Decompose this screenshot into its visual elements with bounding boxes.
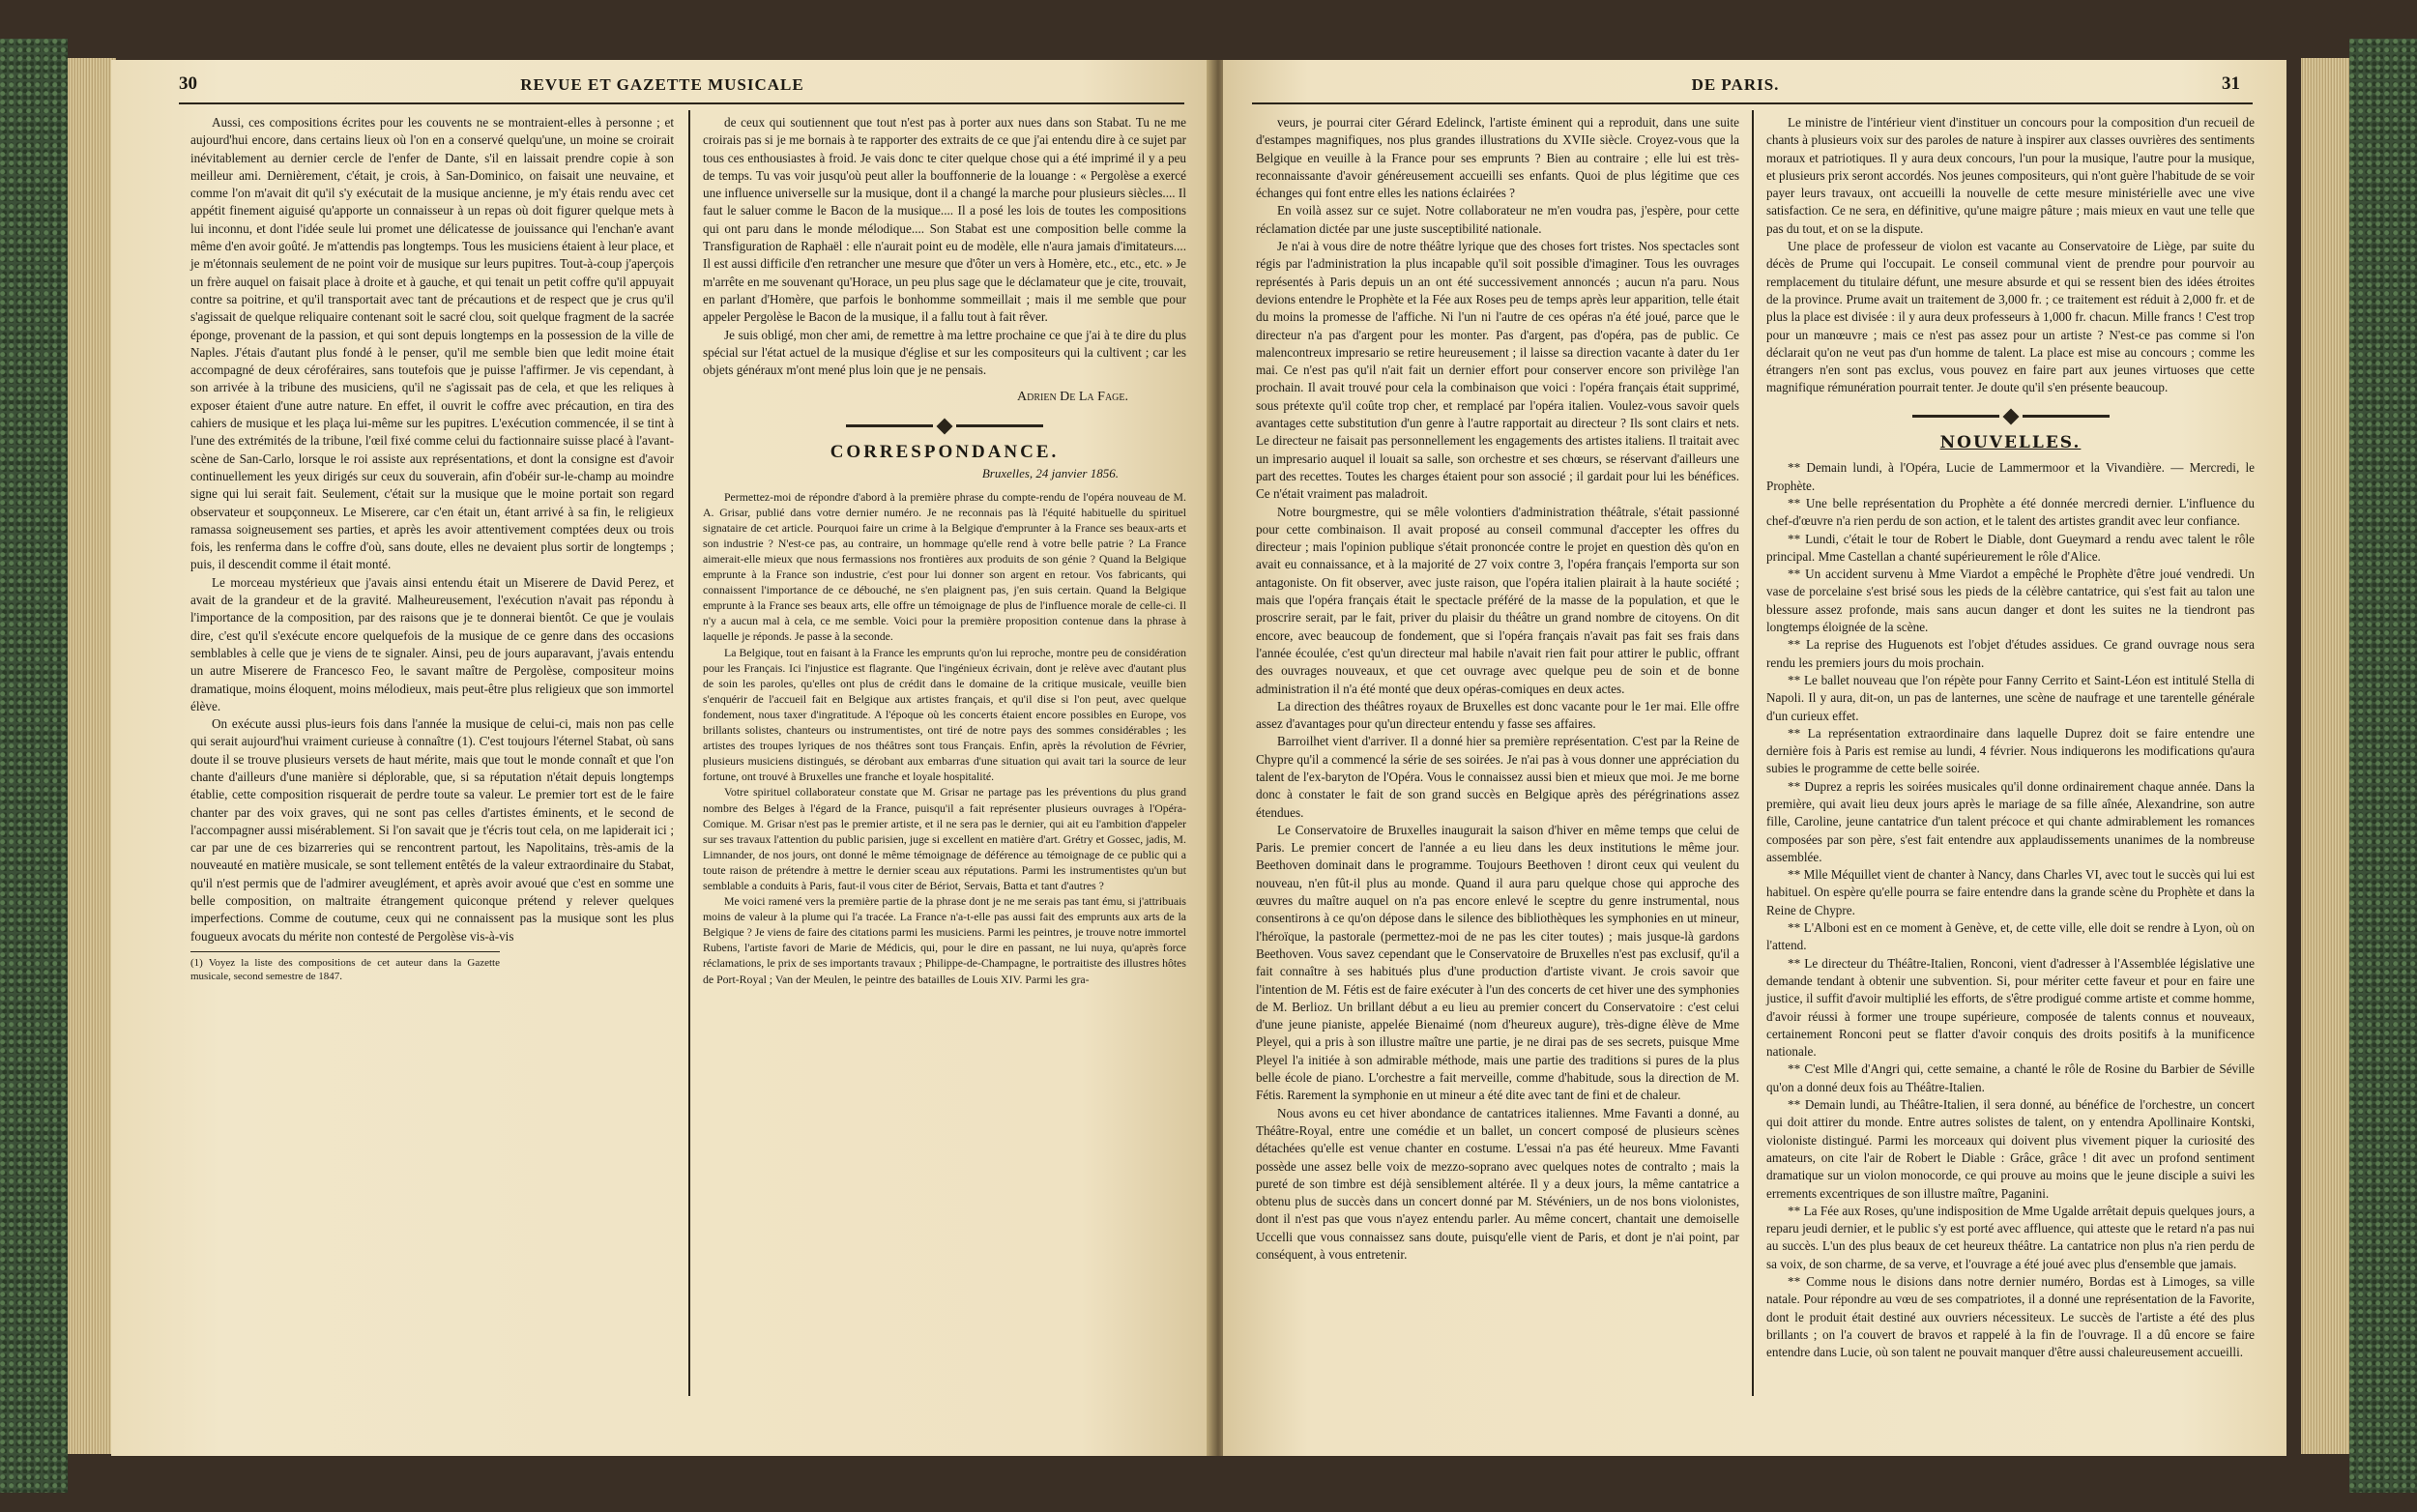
page-edges-right xyxy=(2301,58,2349,1454)
ornament-divider xyxy=(1766,407,2255,424)
news-item: ** Comme nous le disions dans notre dernier numéro, Bordas est à Limoges, sa ville natale. Pour répondre au vœu de ses compatriotes, il a donné une représentation de la Favorite, dont le produit était destiné aux ouvriers nécessiteux. Le succès de l'artiste a été des plus brillants ; on l'a couvert de bravos et rappelé à la fin de l'ouvrage. Il a dû encore se faire entendre dans Lucie, où son talent ne pouvait manquer d'être aussi chaleureusement accueilli. xyxy=(1766,1274,2255,1360)
news-item: ** Demain lundi, à l'Opéra, Lucie de Lammermoor et la Vivandière. — Mercredi, le Prophète. xyxy=(1766,460,2255,493)
news-item: ** Le directeur du Théâtre-Italien, Ronconi, vient d'adresser à l'Assemblée législative une demande tendant à obtenir une subvention. Si, pour mériter cette faveur et pour en faire une justice, il suffit d'avoir multiplié les efforts, de s'être prodigué comme artiste et comme homme, d'avoir réussi à former une troupe supérieure, composée de talents connus et nouveaux, certainement Ronconi peut se flatter d'avoir conquis des droits positifs à la munificence nationale. xyxy=(1766,955,2255,1060)
paragraph: Votre spirituel collaborateur constate que M. Grisar ne partage pas les préventions du plus grand nombre des Belges à l'égard de la France, puisqu'il a fait représenter plusieurs ouvrages à l'Opéra-Comique. M. Grisar n'est pas le premier artiste, et il ne sera pas le dernier, qui ait eu l'ambition d'appeler sur ses travaux l'attention du public parisien, juge si excellent en matière d'art. Grétry et Gossec, jadis, M. Limnander, de nos jours, ont donné le même témoignage de déférence au témoignage de ce public qui a toute raison de prétendre à mettre le dernier sceau aux réputations. Parmi les instrumentistes qu'un but semblable a conduits à Paris, faut-il vous citer de Bériot, Servais, Batta et tant d'autres ? xyxy=(703,785,1186,892)
paragraph: En voilà assez sur ce sujet. Notre collaborateur ne m'en voudra pas, j'espère, pour cette réclamation dictée par une juste susceptibilité nationale. xyxy=(1256,203,1739,236)
left-page xyxy=(111,60,1213,1456)
news-item: ** Demain lundi, au Théâtre-Italien, il sera donné, au bénéfice de l'orchestre, un concert qui doit attirer du monde. Entre autres solistes de talent, on y entendra Apollinaire Kontski, violoniste distingué. Parmi les morceaux qui doivent plus vivement piquer la curiosité des amateurs, on cite l'air de Robert le Diable : Grâce, grâce ! dit avec un profond sentiment dramatique sur un violon monocorde, ce qui prouve au moins que le jeune disciple a suivi les errements excentriques de son illustre maître, Paganini. xyxy=(1766,1097,2255,1201)
news-item: ** Lundi, c'était le tour de Robert le Diable, dont Gueymard a rendu avec talent le rôle principal. Mme Castellan a chanté supérieurement le rôle d'Alice. xyxy=(1766,531,2255,564)
news-item: ** C'est Mlle d'Angri qui, cette semaine, a chanté le rôle de Rosine du Barbier de Séville qu'on a donné deux fois au Théâtre-Italien. xyxy=(1766,1061,2255,1094)
page-edges-left xyxy=(68,58,116,1454)
news-item: ** La reprise des Huguenots est l'objet d'études assidues. Ce grand ouvrage nous sera rendu les premiers jours du mois prochain. xyxy=(1766,637,2255,670)
paragraph: Le morceau mystérieux que j'avais ainsi entendu était un Miserere de David Perez, et avait de la grandeur et de la gravité. Malheureusement, l'exécution n'avait pas répondu à l'importance de la composition, par des raisons que je te donnerai bientôt. Ce que je voulais dire, c'est qu'il s'exécute encore quelquefois de la musique de ce genre dans des occasions semblables à celle que je viens de te signaler. Ainsi, peu de jours auparavant, j'avais entendu un autre Miserere de Francesco Feo, le savant maître de Pergolèse, compositeur moins dramatique, moins éloquent, moins mélodieux, mais peut-être plus religieux que son immortel élève. xyxy=(190,574,674,713)
paragraph: Le ministre de l'intérieur vient d'instituer un concours pour la composition d'un recueil de chants à plusieurs voix sur des paroles de nature à inspirer aux classes ouvrières des sentiments moraux et patriotiques. Il y aura deux concours, l'un pour la musique, l'autre pour la musique, et plusieurs prix seront accordés. Nos jeunes compositeurs, qui n'ont guère l'habitude de se voir payer leurs travaux, ont accueilli la nouvelle de cette mesure ministérielle avec une vive satisfaction. Ce ne sera, en définitive, qu'une maigre pâture ; mais mieux en vaut une telle que pas du tout, et on se la dispute. xyxy=(1766,115,2255,236)
paragraph: Nous avons eu cet hiver abondance de cantatrices italiennes. Mme Favanti a donné, au Théâtre-Royal, entre une comédie et un ballet, un concert composé de plusieurs scènes détachées qu'elle est venue chanter en costume. L'essai n'a pas été heureux. Mme Favanti possède une assez belle voix de mezzo-soprano avec quelques notes de contralto ; mais la pureté de son timbre est déjà sensiblement altérée. Il y a deux jours, la même cantatrice a obtenu plus de succès dans un concert donné par M. Stévéniers, un de nos bons violonistes, dont il n'est pas que vous n'ayez entendu parler. Au même concert, chantait une demoiselle Uccelli que vous connaissez sans doute, puisqu'elle vient de Paris, et dont je n'ai point, par conséquent, à vous entretenir. xyxy=(1256,1105,1739,1262)
paragraph: Le Conservatoire de Bruxelles inaugurait la saison d'hiver en même temps que celui de Paris. Le premier concert de l'année a eu lieu dans les deux institutions le même jour. Beethoven dominait dans le programme. Toujours Beethoven ! diront ceux qui veulent du nouveau, n'en fût-il plus au monde. Quand il aura paru quelque chose qui approche des œuvres du maître auquel on n'a pas encore enlevé le sceptre du genre instrumental, nous consentirons à ce qu'on dépose dans le silence des bibliothèques les symphonies en ut mineur, l'héroïque, la pastorale (permettez-moi de ne pas les citer toutes) ; mais jusque-là gardons Beethoven. Vous savez cependant que le Conservatoire de Bruxelles n'est pas exclusif, qu'il a fait connaître à ses habitués plus d'une production d'artiste vivant. Je crois savoir que l'intention de M. Fétis est de faire exécuter à l'un des concerts de cet hiver une des symphonies de M. Berlioz. Un brillant début a eu lieu au premier concert du Conservatoire : c'est celui d'une jeune pianiste, appelée Bienaimé (nom d'heureux augure), très-digne élève de Mme Pleyel, qui a pris à son illustre maître une partie, je ne dirai pas de ses secrets, puisque Mme Pleyel l'a initiée à son admirable méthode, mais une partie des traditions si pures de la plus belle école de piano. L'orchestre a fait merveille, comme d'habitude, sous la direction de M. Fétis. Rarement la symphonie en ut mineur a été dite avec tant de fini et de chaleur. xyxy=(1256,822,1739,1103)
section-title-correspondance: CORRESPONDANCE. xyxy=(830,442,1060,463)
column-rule xyxy=(1752,110,1754,1396)
paragraph: Barroilhet vient d'arriver. Il a donné hier sa première représentation. C'est par la Reine de Chypre qu'il a commencé la série de ses soirées. Je n'ai pas à vous donner une appréciation du talent de l'ex-baryton de l'Opéra. Vous le connaissez aussi bien et mieux que moi. Je me borne donc à constater le fait de son grand succès en Belgique après des pérégrinations assez étendues. xyxy=(1256,734,1739,820)
running-head: DE PARIS. xyxy=(1691,75,1780,94)
book-cover-left xyxy=(0,39,68,1493)
news-item: ** Mlle Méquillet vient de chanter à Nancy, dans Charles VI, avec tout le succès qui lui est habituel. On espère qu'elle pourra se faire entendre dans la grande scène du Prophète et dans la Reine de Chypre. xyxy=(1766,867,2255,917)
news-item: ** La Fée aux Roses, qu'une indisposition de Mme Ugalde arrêtait depuis quelques jours, a reparu jeudi dernier, et le public s'y est porté avec affluence, qui atteste que le retard n'a pas nui au succès. L'un des plus beaux de cet heureux théâtre. La cantatrice non plus n'a rien perdu de sa voix, de son charme, de sa verve, et l'ouvrage a été joué avec plus d'ensemble que jamais. xyxy=(1766,1203,2255,1271)
header-rule xyxy=(179,102,1184,104)
paragraph: On exécute aussi plus-ieurs fois dans l'année la musique de celui-ci, mais non pas celle qui serait aujourd'hui vraiment curieuse à connaître (1). C'est toujours l'éternel Stabat, où sans doute il se trouve plusieurs versets de haut mérite, mais que tout le monde connaît et que l'on chante d'ailleurs d'une manière si déplorable, que, si sa réputation n'était depuis longtemps établie, cette composition risquerait de perdre toute sa valeur. Le premier tort est de le faire chanter par des voix graves, qui ne sont pas celles d'artistes éminents, et le second de l'accompagner aussi misérablement. Si l'on savait que je t'écris tout cela, on me lapiderait ici ; car par une de ces bizarreries qui se rencontrent partout, les Napolitains, très-amis de la nouveauté en matière musicale, se sont tellement entêtés de la valeur extraordinaire du Stabat, qu'il n'est permis que de l'admirer aveuglément, et après avoir avoué que c'est en somme une belle composition, on maltraite étrangement quiconque prétend y relever quelques imperfections. Comme de coutume, ceux qui ne connaissent pas la musique sont les plus fougueux avocats du mérite non contesté de Pergolèse vis-à-vis xyxy=(190,716,674,944)
right-column-2 xyxy=(1766,114,2255,1361)
paragraph: Permettez-moi de répondre d'abord à la première phrase du compte-rendu de l'opéra nouveau de M. A. Grisar, publié dans votre dernier numéro. Je ne reconnais pas là l'équité habituelle du spirituel signataire de cet article. Pourquoi faire un crime à la Belgique d'emprunter à la France ses beaux-arts et son industrie ? N'est-ce pas, au contraire, un hommage qu'elle rend à votre belle patrie ? La France aimerait-elle mieux que nous fermassions nos frontières aux produits de son génie ? Quand la Belgique emprunte à la France son industrie, c'est pour lui donner son argent en retour. Vos fabricants, qui connaissent l'importance de ce débouché, ne s'en plaignent pas, j'en suis certain. Quand la Belgique emprunte à la France ses beaux arts, elle offre un témoignage de plus de l'influence morale de celle-ci. Il n'y a aucun mal à cela, ce me semble. Voici pour la première proposition contenue dans la phrase à laquelle je réponds. Je passe à la seconde. xyxy=(703,489,1186,644)
paragraph: La Belgique, tout en faisant à la France les emprunts qu'on lui reproche, montre peu de considération pour les Français. Ici l'injustice est flagrante. Que l'ingénieux écrivain, dont je relève avec d'autant plus de soin les paroles, qu'elles ont plus de crédit dans le domaine de la critique musicale, veuille bien s'enquérir de l'accueil fait en Belgique aux artistes français, et qu'il dise si l'on peut, avec quelque fondement, nous taxer d'ingratitude. A l'époque où les concerts étaient encore possibles en Europe, vos brillants solistes, chanteurs ou instrumentistes, ont tiré de notre pays des sommes considérables ; les artistes des troupes lyriques de nos théâtres sont tous Français. Enfin, après la révolution de Février, plusieurs musiciens distingués, se dérobant aux embarras d'une situation qui avait tari la source de leur fortune, ont trouvé à Bruxelles une franche et loyale hospitalité. xyxy=(703,645,1186,784)
paragraph: Je n'ai à vous dire de notre théâtre lyrique que des choses fort tristes. Nos spectacles sont régis par l'administration la plus incapable qu'il soit possible d'imaginer. Tous les ouvrages représentés à Paris depuis un an ont été successivement annoncés ; aucun n'a paru. Nous devions entendre le Prophète et la Fée aux Roses peu de temps après leur apparition, telle était du moins la promesse de l'affiche. Ni l'un ni l'autre de ces opéras n'a été joué, parce que le directeur n'a pas d'argent pour les monter. Pas d'argent, pas d'opéra, pas de public. Ce malencontreux impresario se retire heureusement ; il laisse sa direction vacante à dater du 1er mai. Ce n'est pas qu'il n'ait fait un dernier effort pour conserver encore son privilège l'an prochain. Il avait trouvé pour cela la combinaison que voici : l'opéra français était supprimé, sous prétexte qu'il coûte trop cher, et remplacé par l'opéra italien. Voulez-vous savoir quels avantages cette substitution d'un genre à l'autre rapportait au directeur ? Ils sont clairs et nets. Le directeur ne faisait pas personnellement les engagements des artistes italiens. Il traitait avec un impresario auquel il louait sa salle, son orchestre et ses chœurs, se réservant d'ailleurs une part des recettes. Toutes les charges étaient pour son associé ; il gardait pour lui les bénéfices. Ce n'était vraiment pas maladroit. xyxy=(1256,239,1739,502)
paragraph: Notre bourgmestre, qui se mêle volontiers d'administration théâtrale, s'était passionné pour cette combinaison. Il avait proposé au conseil communal d'accepter les offres du directeur ; mais l'opinion publique s'était prononcée contre le projet en question dès qu'on en avait eu connaissance, et à la majorité de 27 voix contre 3, l'opéra français l'emporta sur son antagoniste. On fit observer, avec juste raison, que l'opéra italien plairait à la haute société ; mais que l'opéra français était le spectacle préféré de la masse de la population, et que le proscrire serait, par le fait, priver du plaisir du théâtre un grand nombre de citoyens. On dit encore, avec beaucoup de fondement, que si l'opéra français n'avait pas fait ses frais dans l'année écoulée, c'est qu'un directeur mal habile n'avait rien fait pour attirer le public, offrant des ouvrages nouveaux, et que cet ouvrage avec quelque peu de soin et de bonne administration il n'a été monté que deux opéras-comiques en deux actes. xyxy=(1256,504,1739,696)
paragraph: de ceux qui soutiennent que tout n'est pas à porter aux nues dans son Stabat. Tu ne me croirais pas si je me bornais à te rapporter des extraits de ce que j'ai entendu dire à ce sujet par tous ces enthousiastes à froid. Je vais donc te citer quelque chose qui a été imprimé il y a peu de temps. Tu vas voir jusqu'où peut aller la bouffonnerie de la louange : « Pergolèse a exercé une influence universelle sur la musique, dont il a changé la marche pour plusieurs siècles.... Il faut le saluer comme le Bacon de la musique.... Il a posé les lois de toutes les compositions qui ont paru dans le monde mélodique.... Son Stabat est une composition belle comme la Transfiguration de Raphaël : elle n'aurait point eu de modèle, elle n'aura jamais d'imitateurs.... Il est aussi difficile d'en retrancher une mesure que d'ôter un vers à Homère, etc., etc., etc. » Je m'arrête en me souvenant qu'Horace, un peu plus sage que le déclamateur que je cite, trouvait, en parlant d'Homère, que parfois le bonhomme sommeillait ; mais il me semble que pour appeler Pergolèse le Bacon de la musique, il a fallu tout à fait rêver. xyxy=(703,115,1186,325)
left-column-1 xyxy=(190,114,674,983)
book-cover-right xyxy=(2349,39,2417,1493)
paragraph: Je suis obligé, mon cher ami, de remettre à ma lettre prochaine ce que j'ai à te dire du plus spécial sur l'état actuel de la musique d'église et sur les compositeurs qui la cultivent ; car les objets généraux m'ont mené plus loin que je ne pensais. xyxy=(703,327,1186,378)
dateline: Bruxelles, 24 janvier 1856. xyxy=(981,466,1119,481)
right-page xyxy=(1223,60,2286,1456)
news-item: ** L'Alboni est en ce moment à Genève, et, de cette ville, elle doit se rendre à Lyon, où on l'attend. xyxy=(1766,920,2255,953)
running-head: REVUE ET GAZETTE MUSICALE xyxy=(520,75,804,94)
column-rule xyxy=(688,110,690,1396)
news-item: ** Une belle représentation du Prophète a été donnée mercredi dernier. L'influence du chef-d'œuvre n'a rien perdu de son action, et le talent des artistes grandit avec leur confiance. xyxy=(1766,495,2255,529)
section-title-nouvelles: NOUVELLES. xyxy=(1939,433,2082,453)
paragraph: Une place de professeur de violon est vacante au Conservatoire de Liège, par suite du décès de Prume qui l'occupait. Le conseil communal vient de prendre pour pourvoir au remplacement du titulaire défunt, une mesure absurde et qui se ressent bien des idées étroites de la province. Prume avait un traitement de 3,000 fr. ; ce traitement est réduit à 2,000 fr. et de plus la place est divisée : il y aura deux professeurs à 1,000 fr. chacun. Mille francs ! C'est trop pour un manœuvre ; mais ce n'est pas assez pour un artiste ? N'est-ce pas comme si l'on déclarait qu'on ne veut pas d'un homme de talent. La place est mise au concours ; comme les étrangers n'en sont pas exclus, vous pouvez en faire part aux jeunes virtuoses que cette magnifique rémunération pourrait tenter. Je doute qu'il s'en présente beaucoup. xyxy=(1766,239,2255,395)
paragraph: Aussi, ces compositions écrites pour les couvents ne se montraient-elles à personne ; et aujourd'hui encore, dans certains lieux où l'on en a conservé quelqu'une, un moine se croirait inévitablement au dernier cercle de l'enfer de Dante, s'il en laissait prendre copie à son meilleur ami. Dernièrement, c'était, je crois, à San-Dominico, on faisait une neuvaine, et comme l'on m'avait dit qu'il s'y exécutait de la musique ancienne, je m'y étais rendu avec cet appétit finement aiguisé qu'apporte un connaisseur à un repas où doit figurer quelque mets à lui inconnu, et dont l'idée seule lui promet une délicatesse de jouissance qui l'enchan'e avant même d'en avoir goûté. Je m'attendis pas longtemps. Tous les musiciens étaient à leur place, et je m'étonnais seulement de ne point voir de musique sur leurs pupitres. Tout-à-coup j'aperçois un frère auquel on faisait place à droite et à gauche, et qui tenait un petit coffre qu'il appuyait contre sa poitrine, et qu'il transportait avec tant de précautions et de respect que je crus qu'il s'agissait de quelque reliquaire contenant soit le sacré clou, soit quelque fragment de la sacrée éponge, provenant de la passion, et qui sont depuis longtemps en la possession de la ville de Naples. J'étais d'autant plus fondé à le penser, qu'il me semble bien que ledit moine était accompagné de deux céroféraires, sans toutefois que je puisse l'affirmer. Je vis cependant, à son arrivée à la tribune des musiciens, qu'il ne s'agissait pas de cela, et que les reliques à exposer étaient d'une autre nature. En effet, il ouvrit le coffre avec précaution, en tira des cahiers de musique et les plaça lui-même sur les pupitres. L'exécution commencée, il se tint à l'une des extrémités de la tribune, l'œil fixé comme celui du factionnaire suisse placé à l'avant-scène de San-Carlo, lorsque le roi assiste aux représentations, et dont la consigne est d'avoir continuellement les yeux dirigés sur ceux du souverain, afin d'obéir sur-le-champ au moindre signe qui lui serait fait. Seulement, c'était sur la musique que le moine portait son regard observateur et soupçonneux. Le Miserere, car c'en était un, étant arrivé à sa fin, le religieux ramassa soigneusement ses parties, et après les avoir attentivement comptées deux ou trois fois, les renferma dans le coffre d'où, sans doute, elles ne devaient plus sortir de longtemps ; puis, il descendit comme il était monté. xyxy=(190,115,674,572)
right-column-1 xyxy=(1256,114,1739,1264)
left-column-2 xyxy=(703,114,1186,987)
paragraph: La direction des théâtres royaux de Bruxelles est donc vacante pour le 1er mai. Elle offre assez d'avantages pour qu'un directeur entendu y fasse ses affaires. xyxy=(1256,698,1739,732)
page-number: 30 xyxy=(179,73,197,94)
paragraph: Me voici ramené vers la première partie de la phrase dont je ne me serais pas tant ému, si j'attribuais moins de valeur à la plume qui l'a tracée. La France n'a-t-elle pas aussi fait des emprunts aux arts de la Belgique ? Je viens de faire des citations parmi les musiciens. Parmi les peintres, je trouve notre immortel Rubens, l'artiste favori de Marie de Médicis, qui, pour le dire en passant, ne lui nuya, qu'après force réclamations, le prix de ses importants travaux ; Philippe-de-Champagne, le portraitiste des illustres hôtes de Port-Royal ; Van der Meulen, le peintre des batailles de Louis XIV. Parmi les gra- xyxy=(703,894,1186,986)
news-item: ** Duprez a repris les soirées musicales qu'il donne ordinairement chaque année. Dans la première, qui avait lieu deux jours après le mariage de sa fille aînée, Alexandrine, son autre fille, Caroline, jeune cantatrice d'un talent précoce et qui chante admirablement les romances composées par son père, s'est fait entendre aux applaudissements unanimes de la nombreuse assemblée. xyxy=(1766,778,2255,864)
news-item: ** Un accident survenu à Mme Viardot a empêché le Prophète d'être joué vendredi. Un vase de porcelaine s'est brisé sous les pieds de la célèbre cantatrice, qui s'est fait au talon une blessure assez profonde, mais sans aucun danger et dont les suites ne la tiendront pas longtemps éloignée de la scène. xyxy=(1766,567,2255,635)
ornament-divider xyxy=(703,417,1186,434)
page-number: 31 xyxy=(2222,73,2240,94)
news-item: ** La représentation extraordinaire dans laquelle Duprez doit se faire entendre une dernière fois à Paris est remise au lundi, 4 février. Nous indiquerons les modifications qu'aura subies le programme de cette belle soirée. xyxy=(1766,725,2255,776)
footnote: (1) Voyez la liste des compositions de cet auteur dans la Gazette musicale, second semestre de 1847. xyxy=(190,951,500,983)
news-item: ** Le ballet nouveau que l'on répète pour Fanny Cerrito et Saint-Léon est intitulé Stella di Napoli. Il y aura, dit-on, un pas de lanternes, une scène de naufrage et une tarentelle générale d'un curieux effet. xyxy=(1766,672,2255,723)
header-rule xyxy=(1252,102,2253,104)
paragraph: veurs, je pourrai citer Gérard Edelinck, l'artiste éminent qui a reproduit, dans une suite d'estampes magnifiques, nos plus grandes illustrations du XVIIe siècle. Croyez-vous que la Belgique en veuille à la France pour ses emprunts ? Bien au contraire ; elle lui est très-reconnaissante d'avoir généreusement accueilli ses enfants. Quoi de plus légitime que ces échanges qui font entre elles les nations éclairées ? xyxy=(1256,115,1739,201)
signature: Adrien De La Fage. xyxy=(1017,390,1128,405)
